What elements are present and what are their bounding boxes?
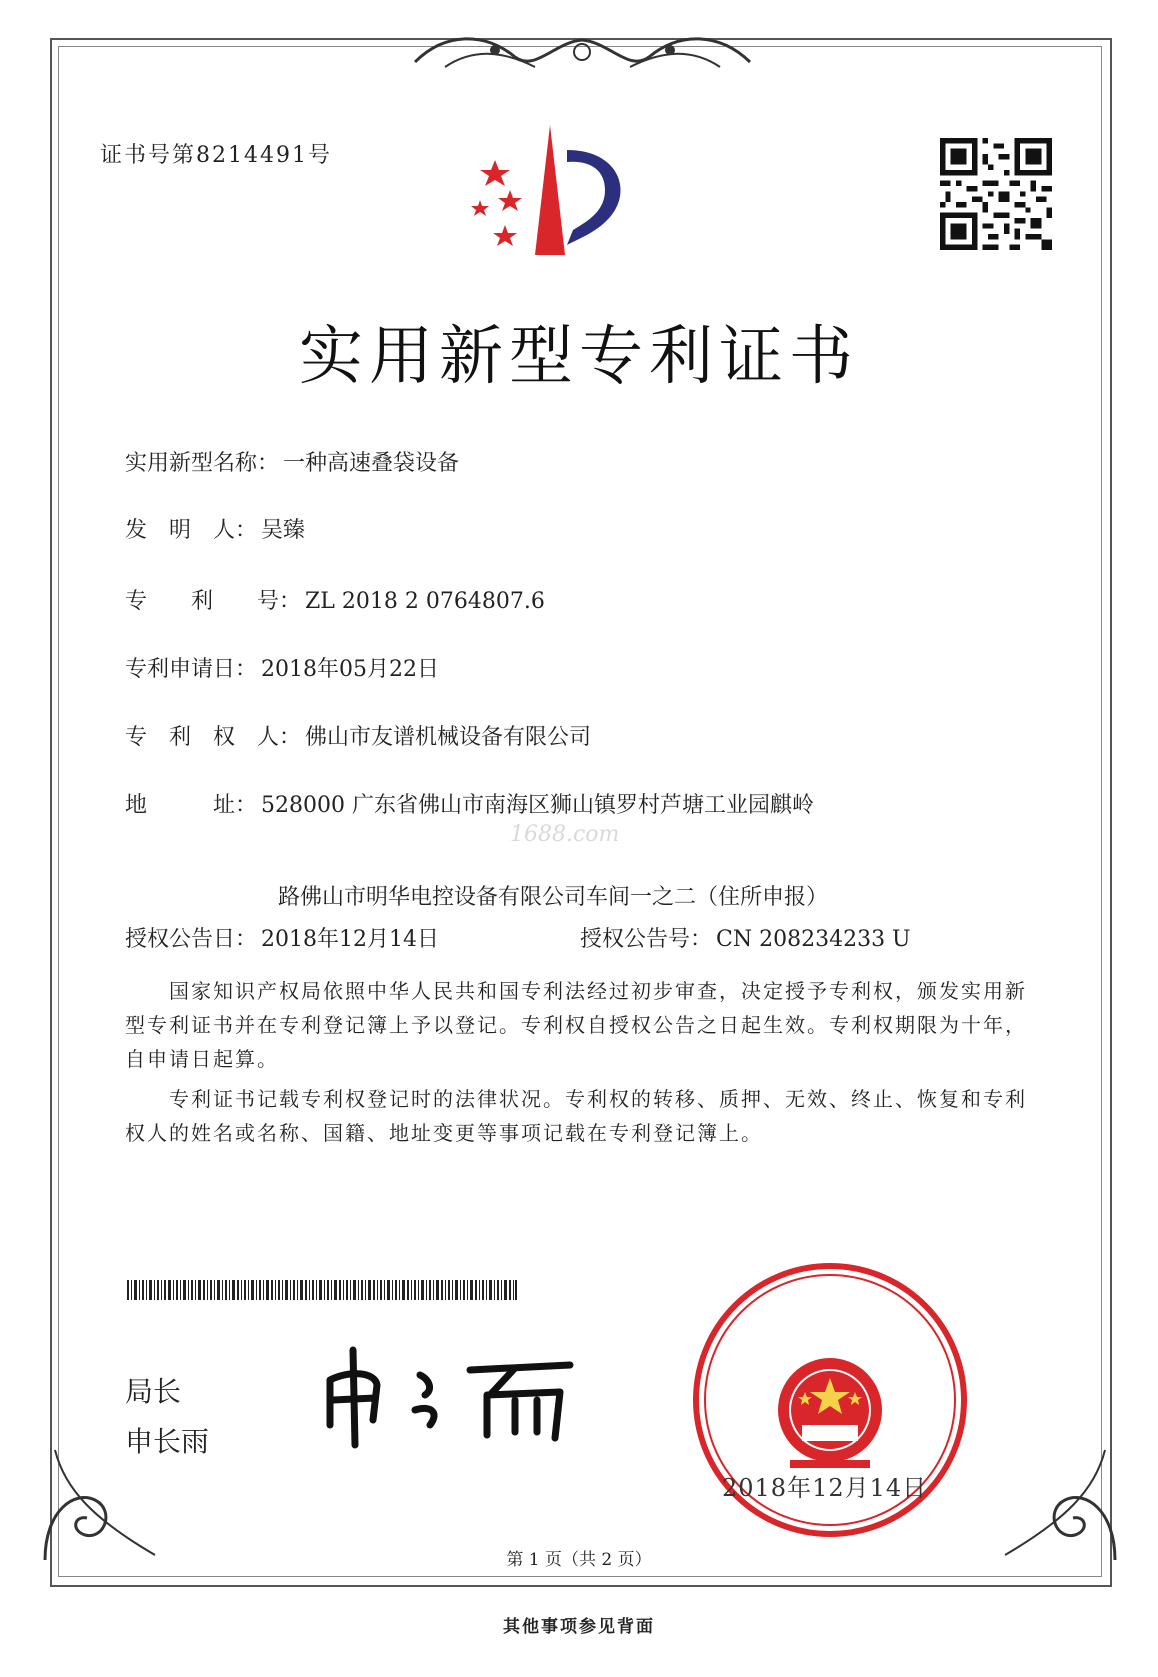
utility-model-name-value: 一种高速叠袋设备 <box>283 451 460 476</box>
top-ornament-icon <box>405 22 760 80</box>
grant-paragraph-1: 国家知识产权局依照中华人民共和国专利法经过初步审查，决定授予专利权，颁发实用新型专利证书并在专利登记簿上予以登记。专利权自授权公告之日起生效。专利权期限为十年，自申请日起算。 <box>125 979 1027 1071</box>
page-number: 第 1 页（共 2 页） <box>506 1550 652 1570</box>
grant-date-value: 2018年12月14日 <box>261 927 439 952</box>
director-name: 申长雨 <box>125 1425 210 1458</box>
cnipa-logo-icon <box>455 120 645 260</box>
patent-number-label: 专 利 号： <box>125 589 302 614</box>
footer-note: 其他事项参见背面 <box>503 1617 655 1637</box>
utility-model-name-label: 实用新型名称： <box>125 451 280 476</box>
address-line-2: 路佛山市明华电控设备有限公司车间一之二（住所申报） <box>278 885 829 910</box>
qr-code-icon <box>940 138 1052 250</box>
patentee-label: 专 利 权 人： <box>125 725 302 750</box>
address-line-1: 528000 广东省佛山市南海区狮山镇罗村芦塘工业园麒岭 <box>261 793 814 818</box>
certificate-title: 实用新型专利证书 <box>299 320 859 394</box>
watermark: 1688.com <box>510 822 620 847</box>
filing-date-value: 2018年05月22日 <box>261 657 439 682</box>
signature-icon <box>315 1340 585 1450</box>
address-row <box>125 788 814 819</box>
utility-model-name-row <box>125 446 459 477</box>
address-label: 地 址： <box>125 793 258 818</box>
inventor-label: 发 明 人： <box>125 518 258 543</box>
grant-date-row <box>125 922 439 953</box>
grant-date-label: 授权公告日： <box>125 927 258 952</box>
grant-number-row <box>580 922 911 953</box>
certificate-number: 证书号第8214491号 <box>100 143 332 168</box>
barcode-icon <box>127 1280 517 1300</box>
inventor-row <box>125 513 305 544</box>
director-title: 局长 <box>125 1375 182 1408</box>
filing-date-row <box>125 652 439 683</box>
grant-number-label: 授权公告号： <box>580 927 713 952</box>
patentee-row <box>125 720 591 751</box>
grant-number-value: CN 208234233 U <box>716 927 911 952</box>
inventor-value: 吴臻 <box>261 518 306 543</box>
patent-number-row <box>125 584 545 615</box>
seal-date: 2018年12月14日 <box>722 1474 928 1502</box>
patentee-value: 佛山市友谱机械设备有限公司 <box>305 725 592 750</box>
patent-number-value: ZL 2018 2 0764807.6 <box>305 589 545 614</box>
filing-date-label: 专利申请日： <box>125 657 258 682</box>
grant-paragraph-2: 专利证书记载专利权登记时的法律状况。专利权的转移、质押、无效、终止、恢复和专利权人的姓名或名称、国籍、地址变更等事项记载在专利登记簿上。 <box>125 1087 1027 1145</box>
